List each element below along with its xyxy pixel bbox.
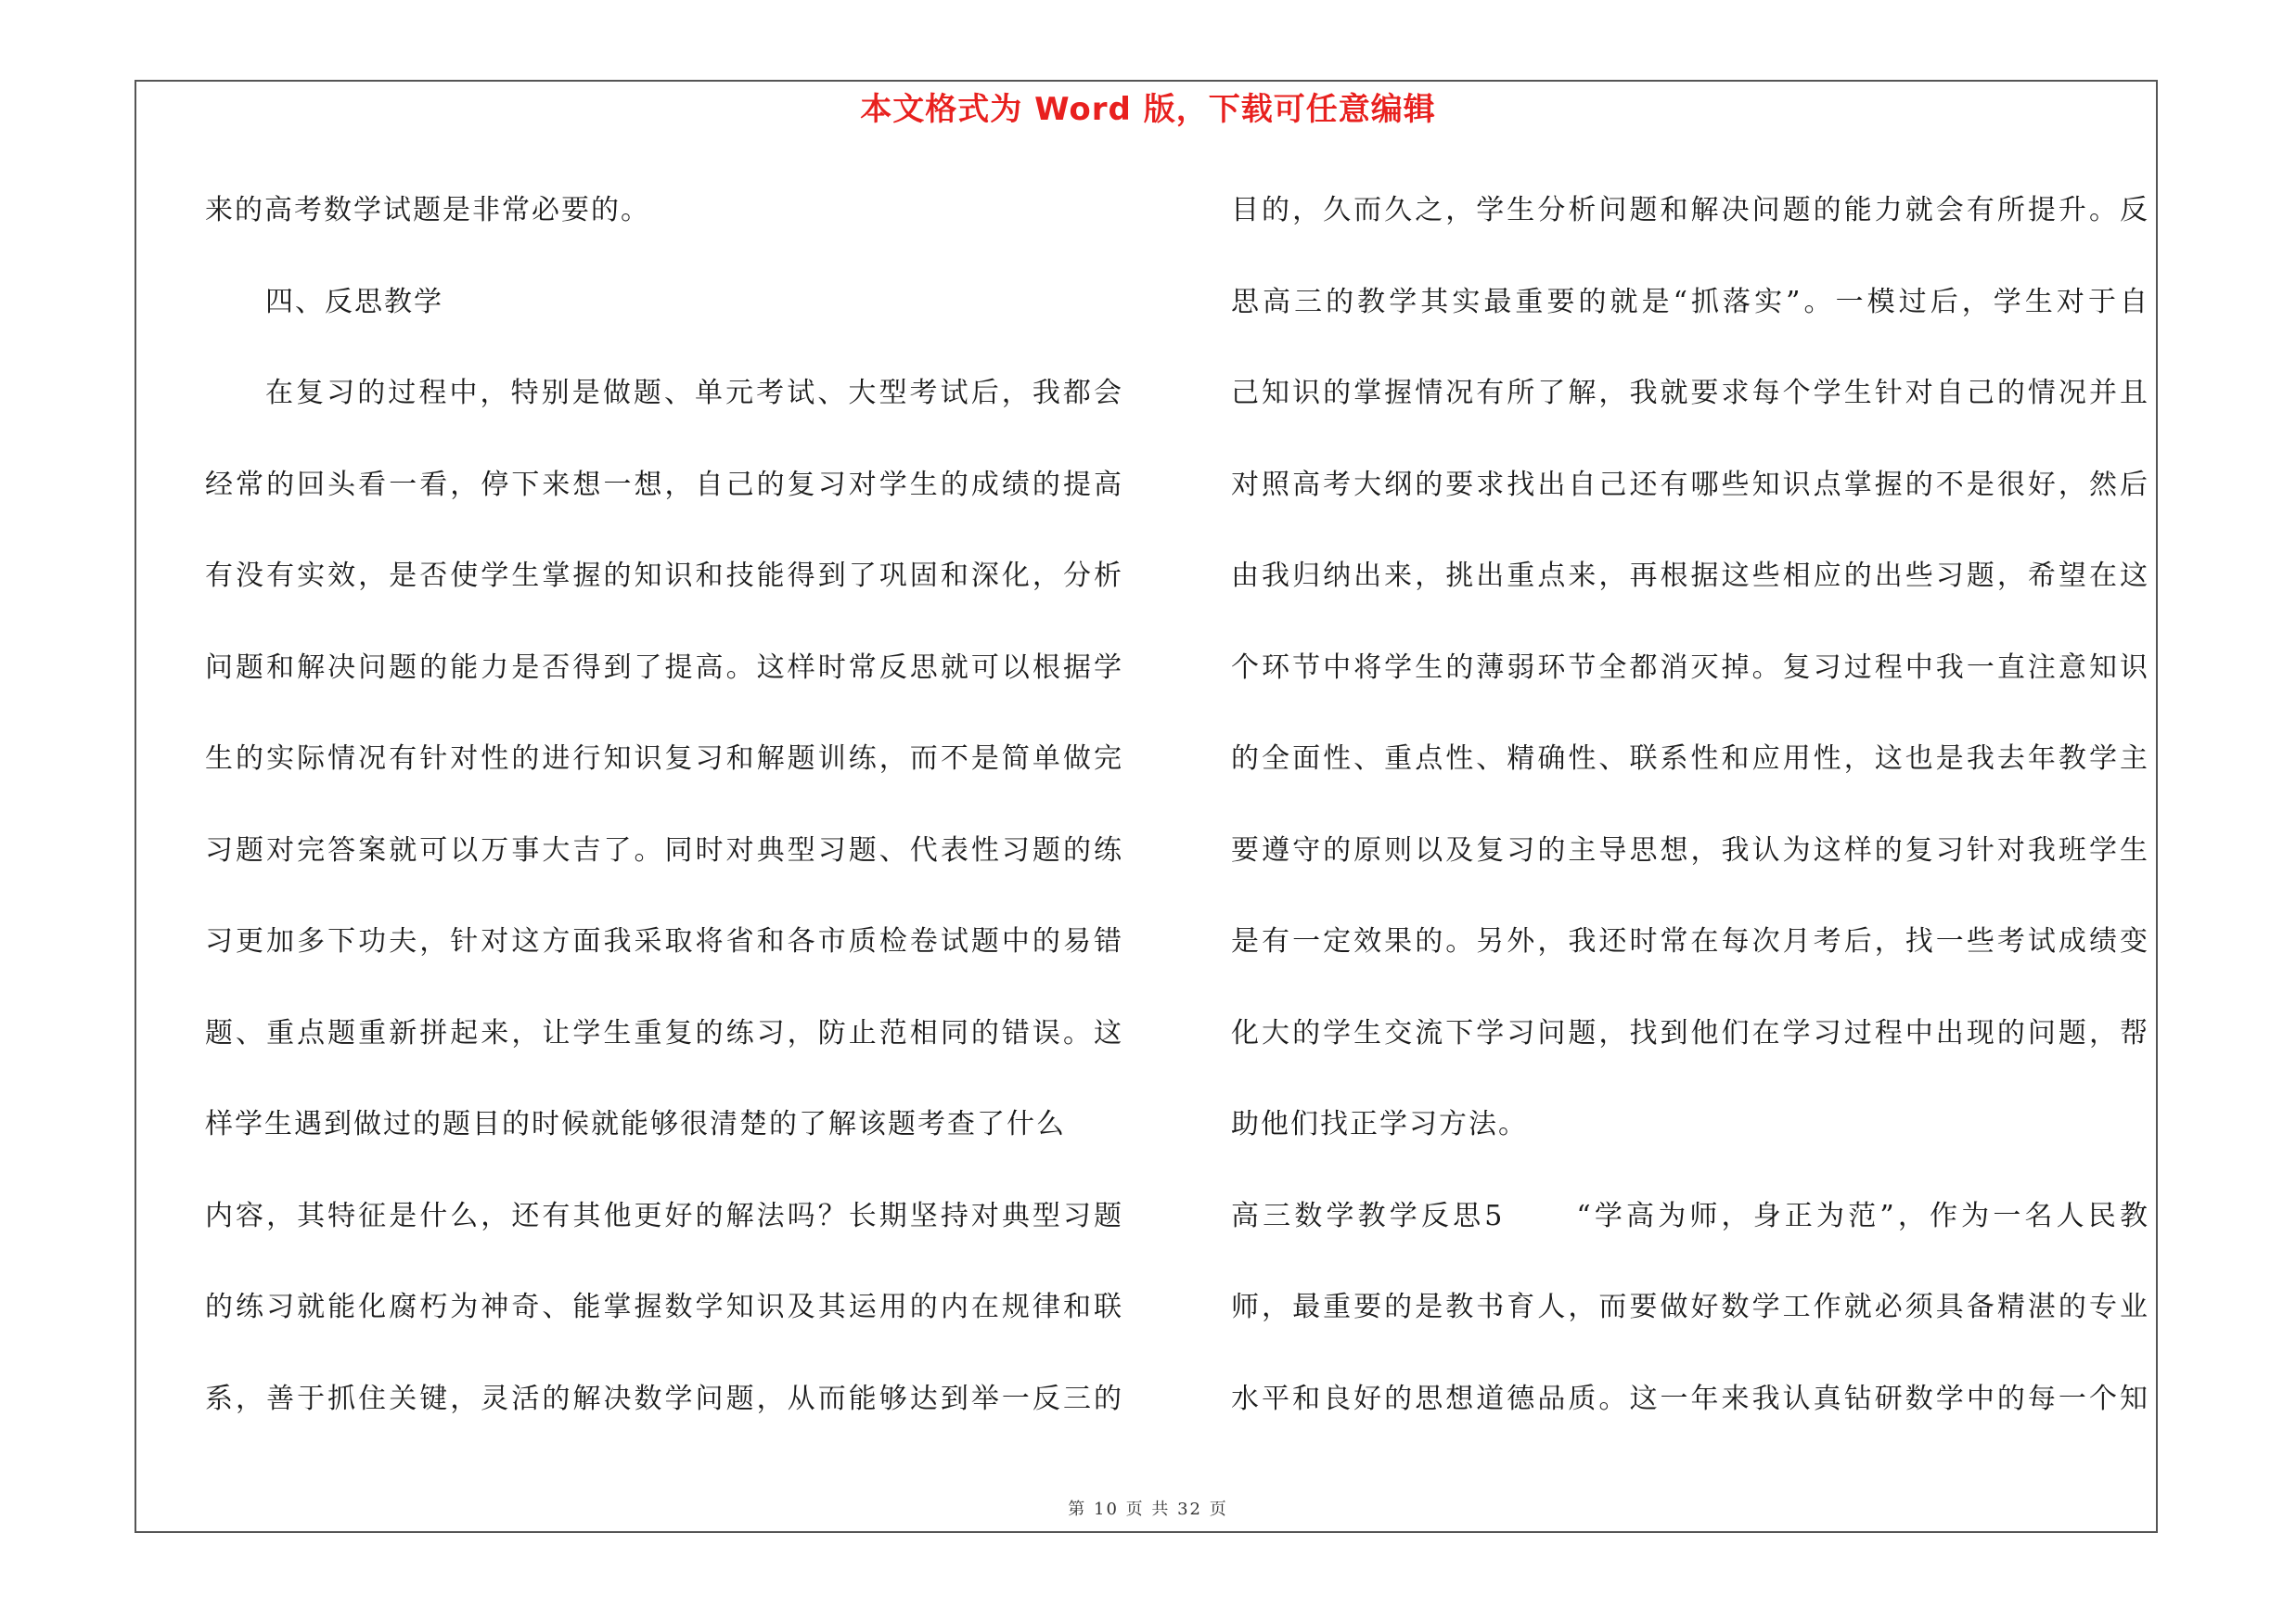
left-text-column [205,181,1122,1461]
text-line: 习题对完答案就可以万事大吉了。同时对典型习题、代表性习题的练 [205,833,1122,867]
text-line: 水平和良好的思想道德品质。这一年来我认真钻研数学中的每一个知 [1231,1382,2148,1415]
text-line: 的练习就能化腐朽为神奇、能掌握数学知识及其运用的内在规律和联 [205,1291,1122,1323]
text-line: 助他们找正学习方法。 [1231,1108,1528,1140]
text-line: 样学生遇到做过的题目的时候就能够很清楚的了解该题考查了什么 [205,1108,1066,1140]
right-text-column [1231,181,2148,1461]
text-line: 题、重点题重新拼起来，让学生重复的练习，防止范相同的错误。这 [205,1016,1122,1050]
text-line: 思高三的教学其实最重要的就是“抓落实”。一模过后，学生对于自 [1231,285,2148,318]
page-number-footer: 第 10 页 共 32 页 [1068,1500,1228,1519]
text-line: 习更加多下功夫，针对这方面我采取将省和各市质检卷试题中的易错 [205,925,1122,958]
text-line: 目的，久而久之，学生分析问题和解决问题的能力就会有所提升。反 [1231,194,2148,226]
text-line: 化大的学生交流下学习问题，找到他们在学习过程中出现的问题，帮 [1231,1016,2148,1050]
word-format-banner: 本文格式为 Word 版，下载可任意编辑 [860,91,1436,128]
section-opening-quote: “学高为师，身正为范”，作为一名人民教 [1576,1199,2148,1232]
text-line: 是有一定效果的。另外，我还时常在每次月考后，找一些考试成绩变 [1231,925,2148,958]
text-line: 己知识的掌握情况有所了解，我就要求每个学生针对自己的情况并且 [1231,377,2148,409]
text-line: 系，善于抓住关键，灵活的解决数学问题，从而能够达到举一反三的 [205,1382,1122,1415]
text-line: 问题和解决问题的能力是否得到了提高。这样时常反思就可以根据学 [205,650,1122,684]
text-line: 生的实际情况有针对性的进行知识复习和解题训练，而不是简单做完 [205,742,1122,775]
text-line: 在复习的过程中，特别是做题、单元考试、大型考试后，我都会 [265,377,1122,409]
text-line: 对照高考大纲的要求找出自己还有哪些知识点掌握的不是很好，然后 [1231,468,2148,501]
text-line: 个环节中将学生的薄弱环节全都消灭掉。复习过程中我一直注意知识 [1231,650,2148,684]
text-line: 经常的回头看一看，停下来想一想，自己的复习对学生的成绩的提高 [205,468,1122,501]
section-start-line [1231,1187,2148,1279]
text-line: 来的高考数学试题是非常必要的。 [205,194,650,226]
text-line: 由我归纳出来，挑出重点来，再根据这些相应的出些习题，希望在这 [1231,560,2148,592]
text-line: 师，最重要的是教书育人，而要做好数学工作就必须具备精湛的专业 [1231,1291,2148,1323]
text-line: 内容，其特征是什么，还有其他更好的解法吗？长期坚持对典型习题 [205,1199,1122,1232]
text-line: 有没有实效，是否使学生掌握的知识和技能得到了巩固和深化，分析 [205,560,1122,592]
text-line: 要遵守的原则以及复习的主导思想，我认为这样的复习针对我班学生 [1231,833,2148,867]
section-heading-reflect-teaching: 四、反思教学 [265,285,443,318]
text-line: 的全面性、重点性、精确性、联系性和应用性，这也是我去年教学主 [1231,742,2148,775]
section-heading-reflection-5: 高三数学教学反思5 [1231,1199,1503,1232]
